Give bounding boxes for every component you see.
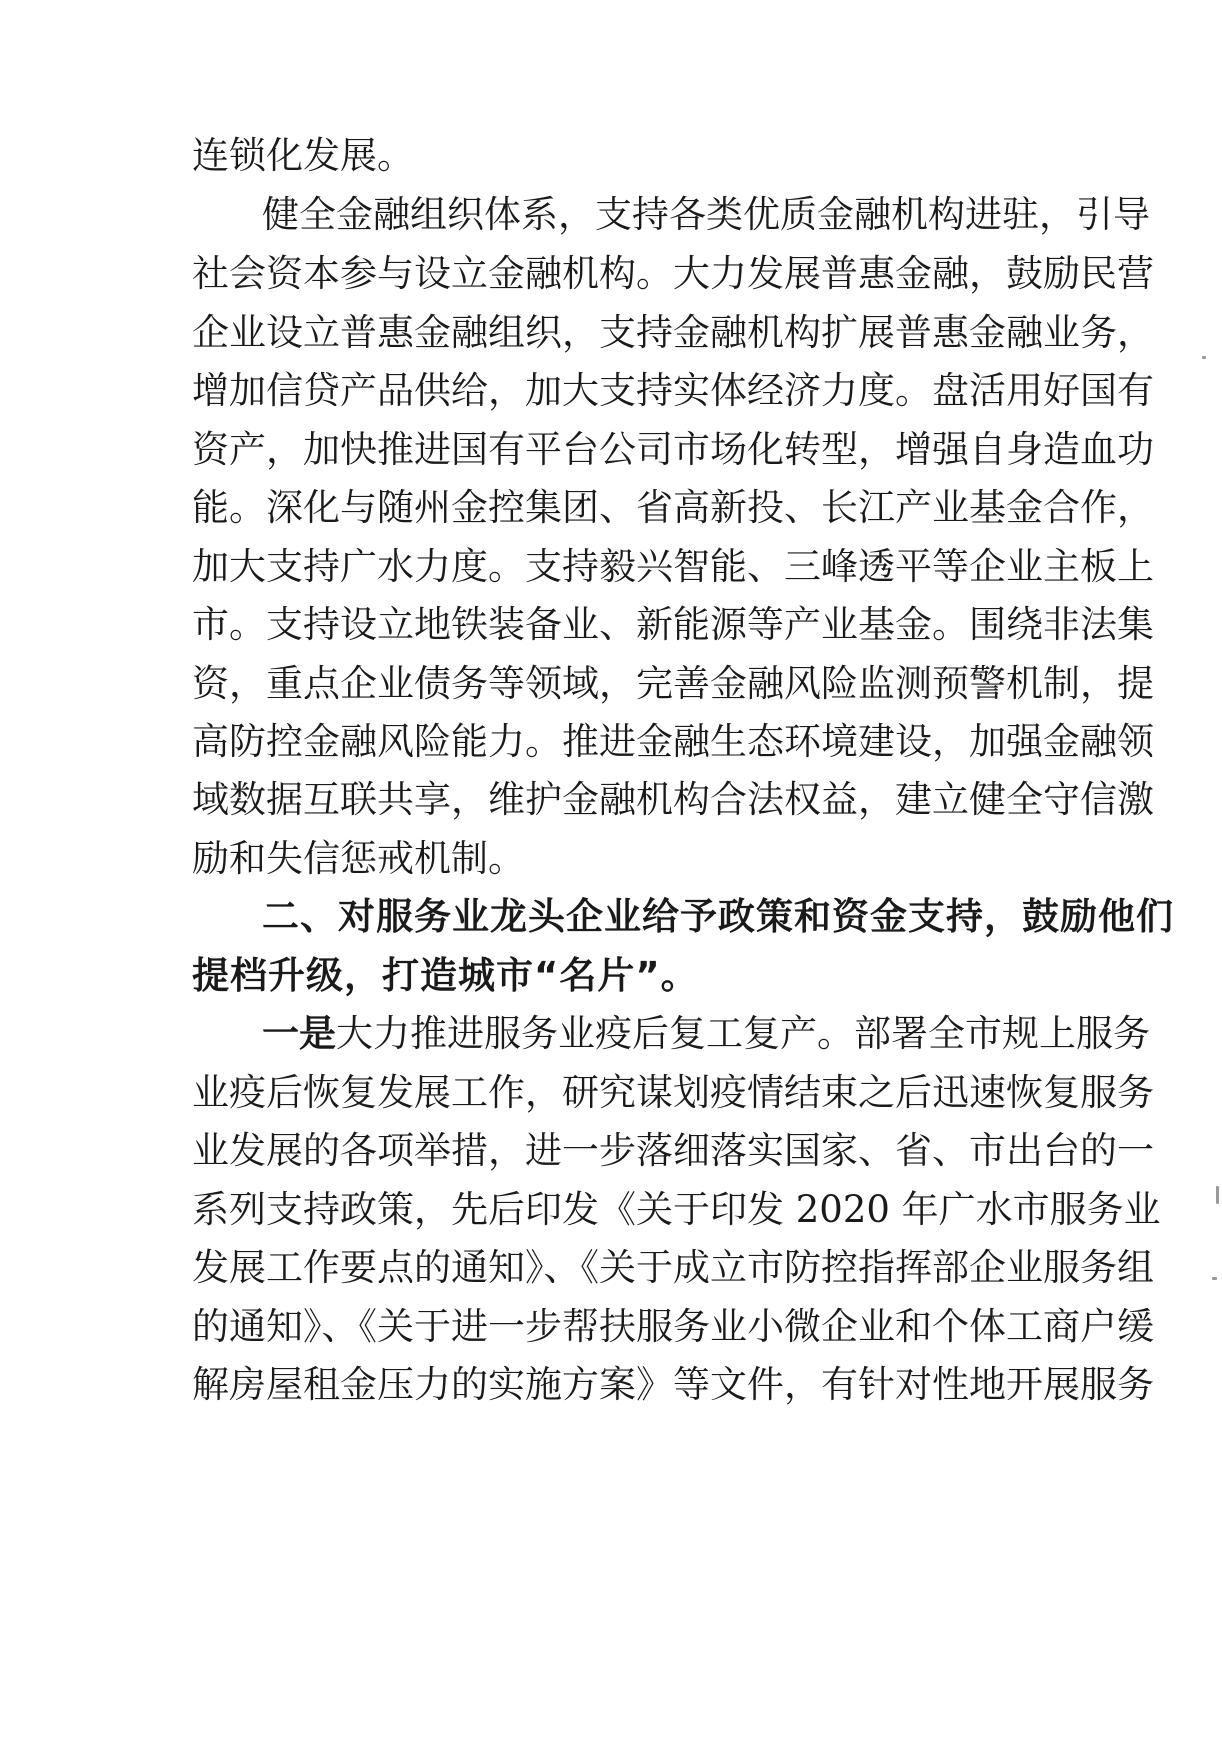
text-line: 增加信贷产品供给，加大支持实体经济力度。盘活用好国有 — [192, 369, 1154, 412]
text-line: 解房屋租金压力的实施方案》等文件，有针对性地开展服务 — [192, 1363, 1154, 1406]
text-line — [262, 1006, 1150, 1062]
section-heading-line: 二、对服务业龙头企业给予政策和资金支持，鼓励他们 — [262, 895, 1174, 938]
text-line: 业疫后恢复发展工作，研究谋划疫情结束之后迅速恢复服务 — [192, 1071, 1154, 1114]
text-line: 连锁化发展。 — [192, 134, 414, 177]
text-line: 企业设立普惠金融组织，支持金融机构扩展普惠金融业务， — [192, 311, 1154, 354]
text-line: 发展工作要点的通知》、《关于成立市防控指挥部企业服务组 — [192, 1246, 1154, 1289]
text-line: 资产，加快推进国有平台公司市场化转型，增强自身造血功 — [192, 428, 1154, 471]
text-line: 市。支持设立地铁装备业、新能源等产业基金。围绕非法集 — [192, 603, 1154, 646]
text-line: 域数据互联共享，维护金融机构合法权益，建立健全守信激 — [192, 778, 1154, 821]
lead-line-text: 大力推进服务业疫后复工复产。部署全市规上服务 — [336, 1012, 1150, 1055]
scan-speck — [1202, 356, 1206, 359]
text-line: 励和失信惩戒机制。 — [192, 837, 525, 880]
text-line: 系列支持政策，先后印发《关于印发 2020 年广水市服务业 — [192, 1188, 1161, 1231]
text-line: 高防控金融风险能力。推进金融生态环境建设，加强金融领 — [192, 720, 1154, 763]
scan-speck — [1212, 1277, 1217, 1280]
section-heading-line: 提档升级，打造城市“名片”。 — [192, 954, 699, 997]
scan-speck — [1216, 1186, 1219, 1204]
text-line: 健全金融组织体系，支持各类优质金融机构进驻，引导 — [262, 193, 1150, 236]
lead-marker: 一是 — [262, 1012, 336, 1055]
text-line: 加大支持广水力度。支持毅兴智能、三峰透平等企业主板上 — [192, 545, 1154, 588]
text-line: 资，重点企业债务等领域，完善金融风险监测预警机制，提 — [192, 662, 1154, 705]
text-line: 业发展的各项举措，进一步落细落实国家、省、市出台的一 — [192, 1129, 1154, 1172]
text-line: 的通知》、《关于进一步帮扶服务业小微企业和个体工商户缓 — [192, 1305, 1154, 1348]
text-line: 社会资本参与设立金融机构。大力发展普惠金融，鼓励民营 — [192, 252, 1154, 295]
text-line: 能。深化与随州金控集团、省高新投、长江产业基金合作， — [192, 486, 1154, 529]
